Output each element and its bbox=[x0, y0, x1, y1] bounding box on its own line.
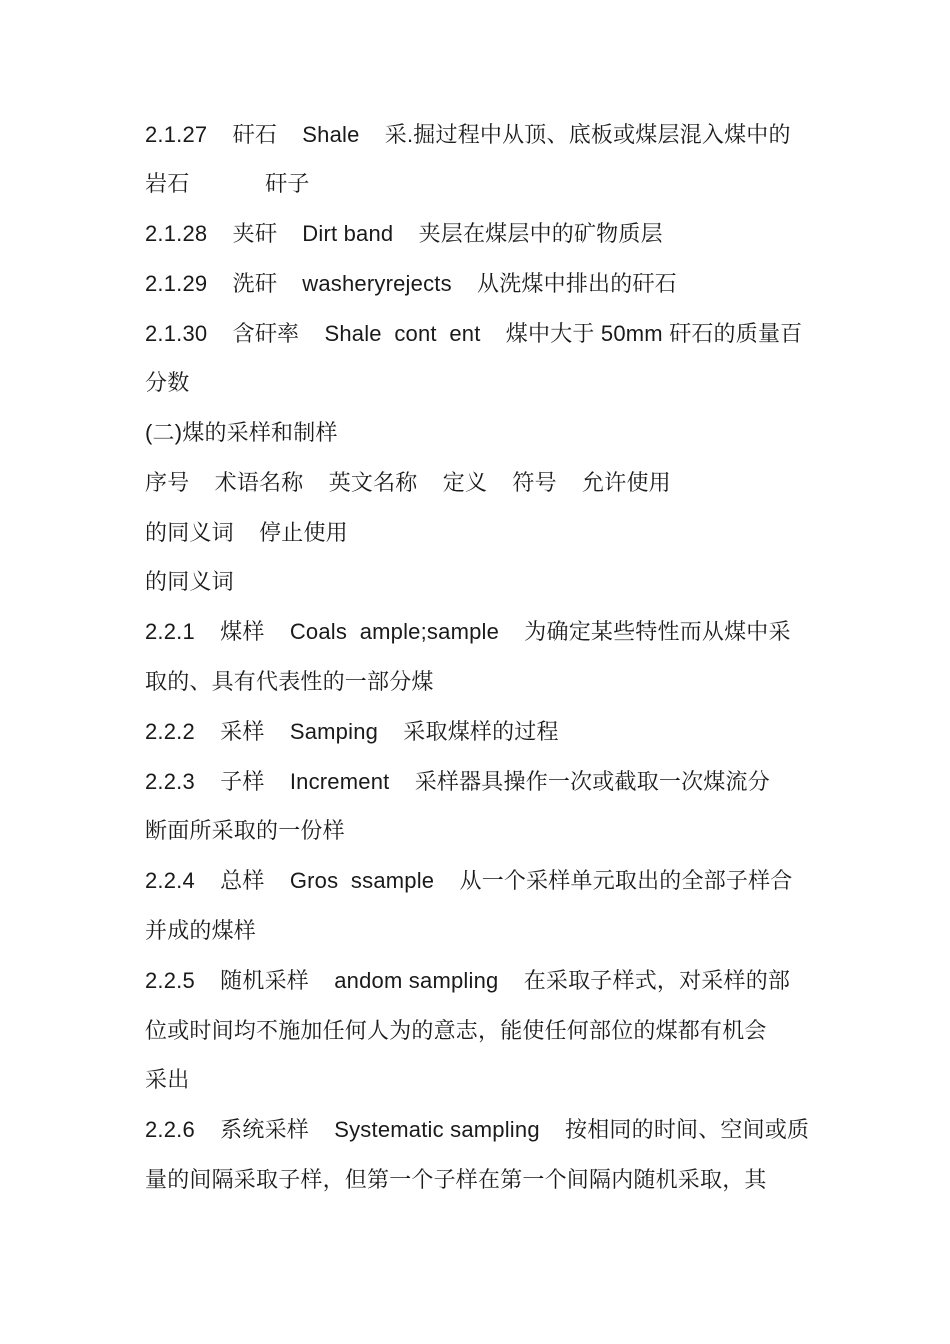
text-line-2-2-4: 2.2.4 总样 Gros ssample 从一个采样单元取出的全部子样合 bbox=[145, 868, 793, 893]
text-line-2-1-30-cont: 分数 bbox=[145, 370, 190, 395]
text-line-2-2-3: 2.2.3 子样 Increment 采样器具操作一次或截取一次煤流分 bbox=[145, 769, 770, 794]
table-header-line-3: 的同义词 bbox=[145, 569, 234, 594]
section-heading: (二)煤的采样和制样 bbox=[145, 420, 338, 445]
text-line-2-2-5: 2.2.5 随机采样 andom sampling 在采取子样式，对采样的部 bbox=[145, 968, 791, 993]
text-line-2-2-6: 2.2.6 系统采样 Systematic sampling 按相同的时间、空间或质 bbox=[145, 1117, 810, 1142]
table-header-line-2: 的同义词 停止使用 bbox=[145, 520, 348, 545]
text-line-2-2-5-cont-1: 位或时间均不施加任何人为的意志，能使任何部位的煤都有机会 bbox=[145, 1018, 767, 1043]
table-header-line-1: 序号 术语名称 英文名称 定义 符号 允许使用 bbox=[145, 470, 671, 495]
text-line-2-2-1: 2.2.1 煤样 Coals ample;sample 为确定某些特性而从煤中采 bbox=[145, 619, 791, 644]
text-line-2-2-2: 2.2.2 采样 Samping 采取煤样的过程 bbox=[145, 719, 559, 744]
text-line-2-1-30: 2.1.30 含矸率 Shale cont ent 煤中大于 50mm 矸石的质量百 bbox=[145, 321, 803, 346]
text-line-2-1-27: 2.1.27 矸石 Shale 采.掘过程中从顶、底板或煤层混入煤中的 bbox=[145, 122, 791, 147]
text-line-2-1-27-cont: 岩石 矸子 bbox=[145, 171, 310, 196]
text-line-2-1-29: 2.1.29 洗矸 washeryrejects 从洗煤中排出的矸石 bbox=[145, 271, 677, 296]
text-line-2-1-28: 2.1.28 夹矸 Dirt band 夹层在煤层中的矿物质层 bbox=[145, 221, 663, 246]
text-line-2-2-1-cont: 取的、具有代表性的一部分煤 bbox=[145, 669, 434, 694]
text-line-2-2-3-cont: 断面所采取的一份样 bbox=[145, 818, 345, 843]
text-line-2-2-5-cont-2: 采出 bbox=[145, 1067, 190, 1092]
text-line-2-2-6-cont: 量的间隔采取子样，但第一个子样在第一个间隔内随机采取，其 bbox=[145, 1167, 767, 1192]
text-line-2-2-4-cont: 并成的煤样 bbox=[145, 918, 257, 943]
